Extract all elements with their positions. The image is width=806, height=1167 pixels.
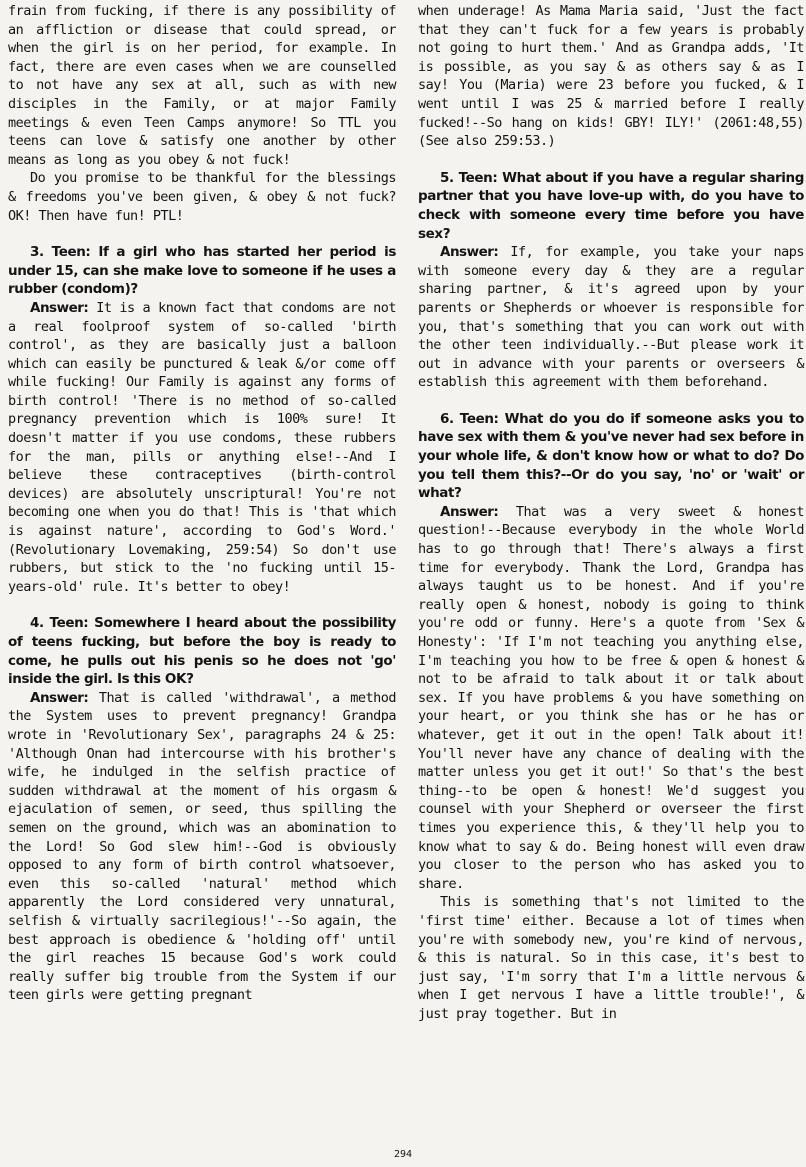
answer-label: Answer: (30, 299, 89, 316)
answer-label: Answer: (30, 689, 89, 706)
answer-5-text: If, for example, you take your naps with someone every day & they are a regular sharing partner, & it's agreed upon by your parents or Shepherds or whoever is responsible for you, that's something that you can work out with the other teen individually.--But please work it out in advance with your parents or overseers & establish this agreement with them beforehand. (418, 244, 804, 391)
left-column (8, 2, 396, 1005)
question-5: 5. Teen: What about if you have a regular sharing partner that you have love-up with, do you have to check with someone every time before you have sex? (418, 169, 804, 242)
page-number: 294 (393, 1149, 413, 1160)
answer-6-text: That was a very sweet & honest question!--Because everybody in the whole World has to go through that! There's always a first time for everybody. Thank the Lord, Grandpa has always taught us to be honest. And if you're really open & honest, nobody is going to think you're odd or funny. Here's a quote from 'Sex & Honesty': 'If I'm not teaching you anything else, I'm teaching you how to be free & open & honest & not to be afraid to talk about it or talk about sex. If you have problems & you have something on your heart, or you think she has or he has or whatever, get it out in the open! Talk about it! You'll never have any chance of dealing with the matter unless you get it out!' So that's the best thing--to be open & honest! We'd suggest you counsel with your Shepherd or overseer the first times you experience this, & they'll help you to know what to say & do. Being honest will even draw you closer to the person who has asked you to share. (418, 503, 804, 892)
paragraph-continuation: frain from fucking, if there is any possibility of an affliction or disease that could spread, or when the girl is on her period, for example. In fact, there are even cases when we are counselled to not have any sex at all, such as with new disciples in the Family, or at major Family meetings & even Teen Camps anymore! So TTL you teens can love & satisfy one another by other means as long as you obey & not fuck! (8, 3, 396, 168)
answer-5 (418, 243, 804, 392)
answer-3-text: It is a known fact that condoms are not a real foolproof system of so-called 'birth control', as they are basically just a balloon which can easily be punctured & leak &/or come off while fucking! Our Family is against any forms of birth control! 'There is no method of so-called pregnancy prevention which is 100% sure! It doesn't matter if you use condoms, these rubbers for the man, pills or anything else!--And I believe these contraceptives (birth-control devices) are absolutely unscriptural! You're not becoming one when you do that! This is 'that which is against nature', according to God's Word.' (Revolutionary Lovemaking, 259:54) So don't use rubbers, but stick to the 'no fucking until 15-years-old' rule. It's better to obey! (8, 299, 396, 595)
answer-3 (8, 299, 396, 597)
question-4: 4. Teen: Somewhere I heard about the possibility of teens fucking, but before the boy is ready to come, he pulls out his penis so he does not 'go' inside the girl. Is this OK? (8, 615, 396, 688)
paragraph-continuation-right: when underage! As Mama Maria said, 'Just the fact that they can't fuck for a few years is probably not going to hurt them.' And as Grandpa adds, 'It is possible, as you say & as others say & as I say! You (Maria) were 23 before you fucked, & I went until I was 25 & married before I really fucked!--So hang on kids! GBY! ILY!' (2061:48,55) (See also 259:53.) (418, 3, 804, 150)
answer-6 (418, 503, 804, 893)
question-6: 6. Teen: What do you do if someone asks you to have sex with them & you've never had sex before in your whole life, & don't know how or what to do? Do you tell them this?--Or do you say, 'no' or 'wait' or what? (418, 410, 804, 502)
question-3: 3. Teen: If a girl who has started her period is under 15, can she make love to someone if he uses a rubber (condom)? (8, 244, 396, 298)
paragraph-first-time: This is something that's not limited to the 'first time' either. Because a lot of times when you're with somebody new, you're kind of nervous, & this is natural. So in this case, it's best to just say, 'I'm sorry that I'm a little nervous & when I get nervous I have a little trouble!', & just pray together. But in (418, 894, 804, 1022)
answer-4 (8, 689, 396, 1005)
paragraph-promise: Do you promise to be thankful for the blessings & freedoms you've been given, & obey & not fuck? OK! Then have fun! PTL! (8, 170, 396, 224)
answer-label: Answer: (440, 244, 499, 261)
answer-label: Answer: (440, 503, 499, 520)
right-column (418, 2, 804, 1023)
answer-4-text: That is called 'withdrawal', a method the System uses to prevent pregnancy! Grandpa wrote in 'Revolutionary Sex', paragraphs 24 & 25: 'Although Onan had intercourse with his brother's wife, he indulged in the selfish practice of sudden withdrawal at the moment of his orgasm & ejaculation of semen, or seed, thus spilling the semen on the ground, which was an abomination to the Lord! So God slew him!--God is obviously opposed to any form of birth control whatsoever, even this so-called 'natural' method which apparently the Lord considered very unnatural, selfish & virtually sacrilegious!'--So again, the best approach is obedience & 'holding off' until the girl reaches 15 because God's work could really suffer big trouble from the System if our teen girls were getting pregnant (8, 689, 396, 1004)
